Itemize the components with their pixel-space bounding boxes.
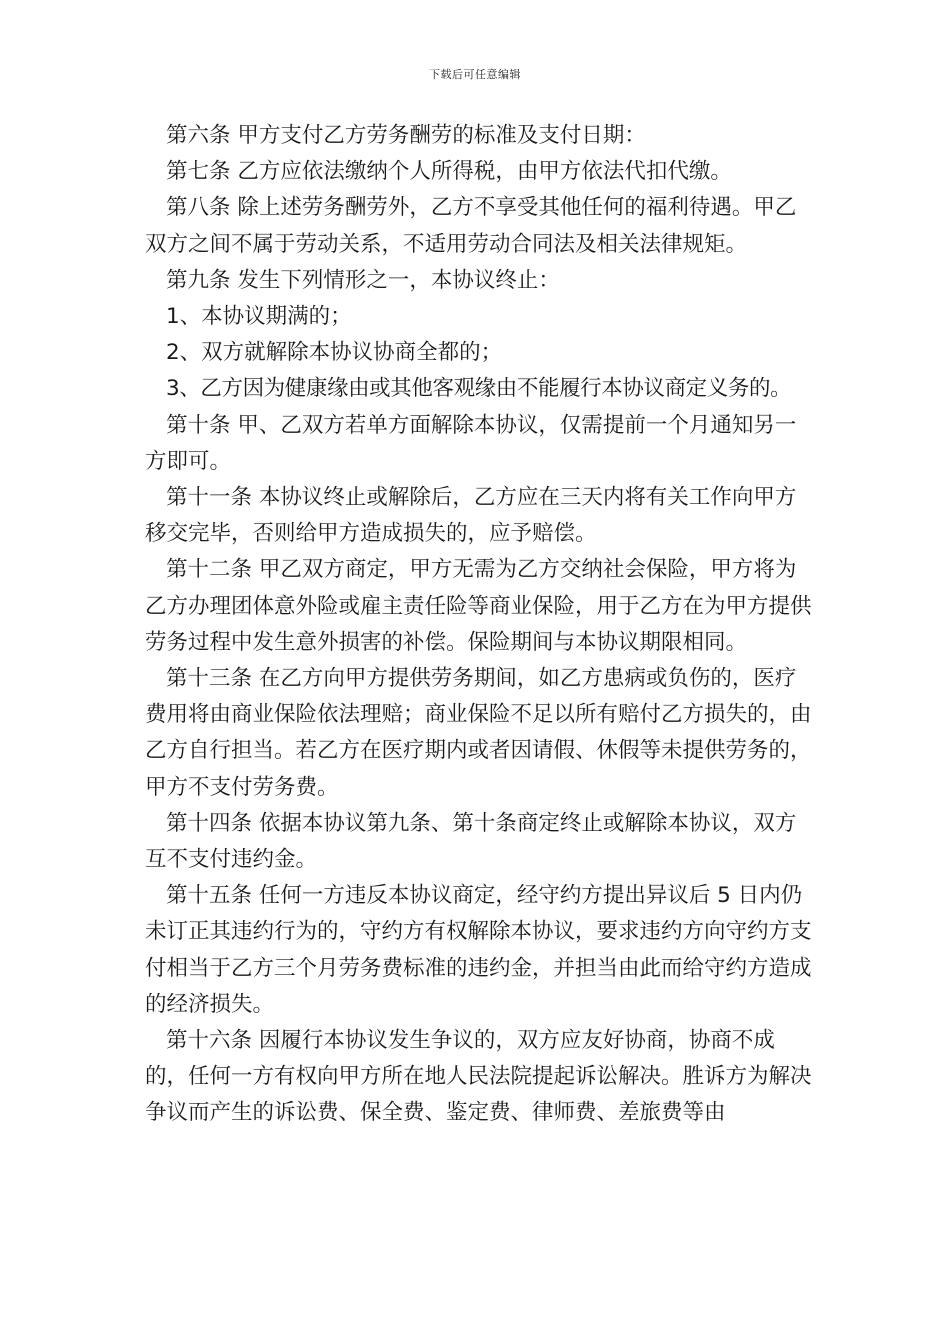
article-9: 第九条 发生下列情形之一，本协议终止： <box>166 267 560 293</box>
list-item-3: 3、乙方因为健康缘由或其他客观缘由不能履行本协议商定义务的。 <box>166 376 792 402</box>
article-7: 第七条 乙方应依法缴纳个人所得税，由甲方依法代扣代缴。 <box>166 159 732 185</box>
article-10: 第十条 甲、乙双方若单方面解除本协议，仅需提前一个月通知另一方即可。 <box>145 412 797 474</box>
article-16: 第十六条 因履行本协议发生争议的，双方应友好协商，协商不成的，任何一方有权向甲方所在地人民法院提起诉讼解决。胜诉方为解决争议而产生的诉讼费、保全费、鉴定费、律师费、差旅费等由 <box>145 1028 812 1126</box>
article-14: 第十四条 依据本协议第九条、第十条商定终止或解除本协议，双方互不支付违约金。 <box>145 810 797 873</box>
article-15: 第十五条 任何一方违反本协议商定，经守约方提出异议后 5 日内仍未订正其违约行为的，守约方有权解除本协议，要求违约方向守约方支付相当于乙方三个月劳务费标准的违约金，并担当由此而给守约方造成的经济损失。 <box>145 883 812 1017</box>
document-body <box>145 118 815 1132</box>
list-item-1: 1、本协议期满的； <box>166 304 352 330</box>
article-8: 第八条 除上述劳务酬劳外，乙方不享受其他任何的福利待遇。甲乙双方之间不属于劳动关系，不适用劳动合同法及相关法律规矩。 <box>145 195 797 257</box>
article-11: 第十一条 本协议终止或解除后，乙方应在三天内将有关工作向甲方移交完毕，否则给甲方造成损失的，应予赔偿。 <box>145 485 797 547</box>
list-item-2: 2、双方就解除本协议协商全都的； <box>166 340 503 366</box>
article-6: 第六条 甲方支付乙方劳务酬劳的标准及支付日期： <box>166 123 646 148</box>
article-13: 第十三条 在乙方向甲方提供劳务期间，如乙方患病或负伤的，医疗费用将由商业保险依法理赔；商业保险不足以所有赔付乙方损失的，由乙方自行担当。若乙方在医疗期内或者因请假、休假等未提供劳务的，甲方不支付劳务费。 <box>145 666 812 800</box>
page-header: 下载后可任意编辑 <box>429 68 521 81</box>
article-12: 第十二条 甲乙双方商定，甲方无需为乙方交纳社会保险，甲方将为乙方办理团体意外险或雇主责任险等商业保险，用于乙方在为甲方提供劳务过程中发生意外损害的补偿。保险期间与本协议期限相同。 <box>145 557 812 655</box>
